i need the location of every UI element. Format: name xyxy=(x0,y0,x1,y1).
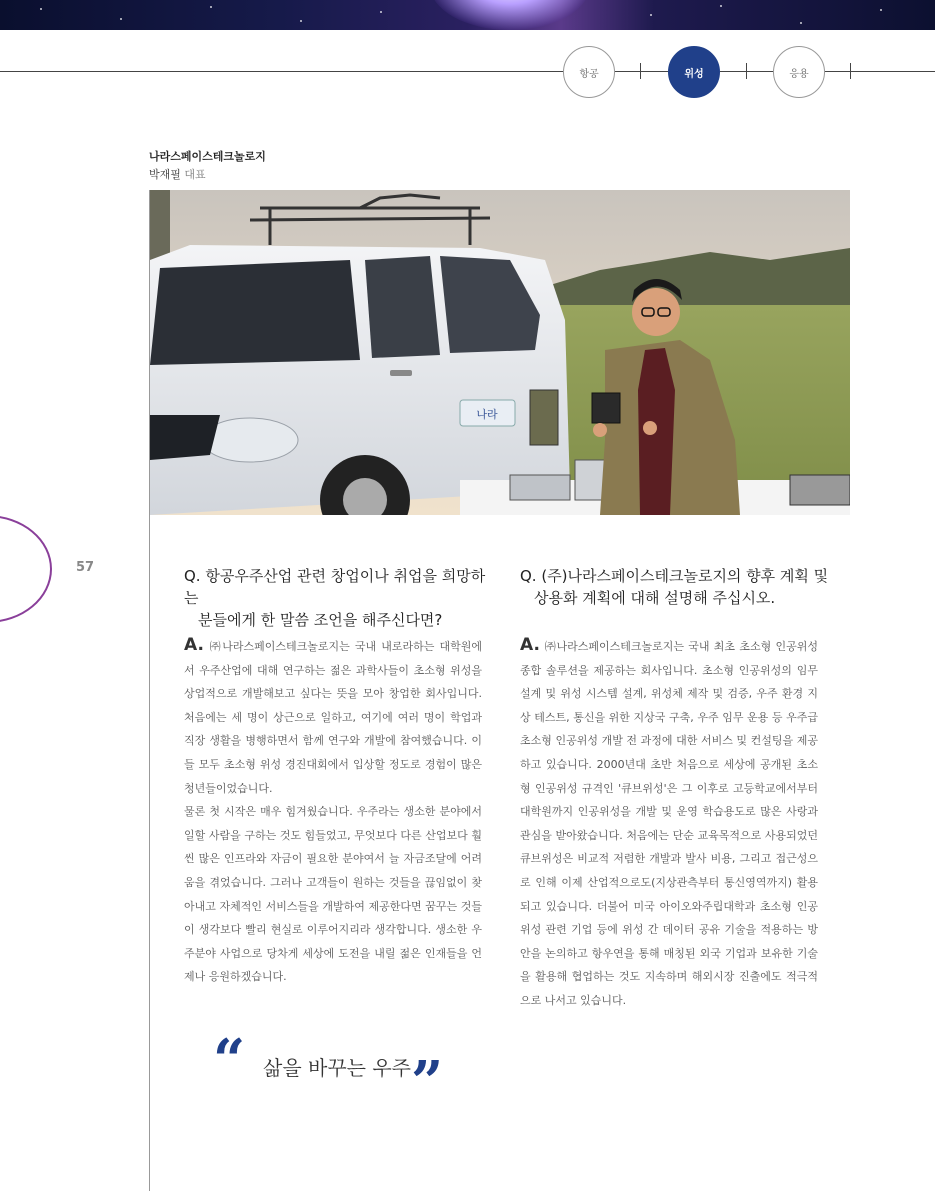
handheld-cubesat xyxy=(592,393,620,423)
interview-photo xyxy=(150,190,850,515)
right-question-line1: Q. (주)나라스페이스테크놀로지의 향후 계획 및 xyxy=(520,567,829,585)
star xyxy=(210,6,212,8)
page-side-arc xyxy=(0,515,52,623)
nav-tab-application[interactable]: 응용 xyxy=(773,46,825,98)
star xyxy=(650,14,652,16)
cubesat-model xyxy=(530,390,558,445)
right-question-line2: 상용화 계획에 대해 설명해 주십시오. xyxy=(534,589,776,607)
left-question-line2: 분들에게 한 말씀 조언을 해주신다면? xyxy=(198,611,443,629)
nav-tick xyxy=(850,63,851,79)
ground-station-equipment xyxy=(790,475,850,505)
star xyxy=(300,20,302,22)
right-answer xyxy=(520,634,818,1013)
star xyxy=(40,8,42,10)
nav-tab-satellite[interactable]: 위성 xyxy=(668,46,720,98)
quote-open-mark: “ xyxy=(213,1027,246,1093)
person-line xyxy=(149,166,206,182)
test-equipment xyxy=(510,475,570,500)
page-number: 57 xyxy=(76,560,95,575)
planet-glow xyxy=(430,0,590,30)
nav-tick xyxy=(640,63,641,79)
left-answer-mark: A. xyxy=(184,635,204,655)
top-banner xyxy=(0,0,935,30)
company-name: 나라스페이스테크놀로지 xyxy=(149,150,266,163)
star xyxy=(800,22,802,24)
star xyxy=(120,18,122,20)
quote-close-mark: ” xyxy=(411,1049,444,1115)
quote-text: 삶을 바꾸는 우주 xyxy=(263,1056,411,1080)
left-answer-para2: 물론 첫 시작은 매우 힘겨웠습니다. 우주라는 생소한 분야에서 일할 사람을 구하는 것도 힘들었고, 무엇보다 다른 산업보다 훨씬 많은 인프라와 자금이 필요한 분야여서 늘 자금조달에 어려움을 겪었습니다. 그러나 고객들이 원하는 것들을 끊임없이 찾아내고 자체적인 서비스들을 개발하여 제공한다면 꿈꾸는 것들이 생각보다 빨리 현실로 이루어지리라 생각합니다. 생소한 우주분야 사업으로 당차게 세상에 도전을 내릴 젊은 인재들을 언제나 응원하겠습니다. xyxy=(184,805,482,984)
star xyxy=(720,5,722,7)
van xyxy=(150,245,570,515)
vehicle-logo: 나라 xyxy=(476,408,498,421)
pull-quote xyxy=(213,1027,453,1115)
left-answer-para1: ㈜나라스페이스테크놀로지는 국내 내로라하는 대학원에서 우주산업에 대해 연구하는 젊은 과학사들이 초소형 위성을 상업적으로 개발해보고 싶다는 뜻을 모아 창업한 회사입니다. 처음에는 세 명이 상근으로 일하고, 여기에 여러 명이 학업과 직장 생활을 병행하면서 함께 연구와 개발에 참여했습니다. 이들 모두 초소형 위성 경진대회에서 입상할 정도로 경험이 많은 청년들이었습니다. xyxy=(184,640,482,795)
nav-tick xyxy=(746,63,747,79)
nav-line xyxy=(0,71,563,72)
person-role: 대표 xyxy=(184,168,206,181)
nav-line xyxy=(615,71,668,72)
star xyxy=(380,11,382,13)
left-question-line1: Q. 항공우주산업 관련 창업이나 취업을 희망하는 xyxy=(184,567,486,607)
left-question xyxy=(184,565,494,631)
right-answer-para1: ㈜나라스페이스테크놀로지는 국내 최초 초소형 인공위성 종합 솔루션을 제공하는 회사입니다. 초소형 인공위성의 임무 설계 및 위성 시스템 설계, 위성체 제작 및 검증, 우주 환경 지상 테스트, 통신을 위한 지상국 구축, 우주 임무 운용 등 우주급 초소형 인공위성 개발 전 과정에 대한 서비스 및 컨설팅을 제공하고 있습니다. 2000년대 초반 처음으로 세상에 공개된 초소형 인공위성 규격인 '큐브위성'은 그 이후로 고등학교에서부터 대학원까지 인공위성을 개발 및 운영 학습용도로 많은 사랑과 관심을 받아왔습니다. 처음에는 단순 교육목적으로 사용되었던 큐브위성은 비교적 저렴한 개발과 발사 비용, 그리고 접근성으로 인해 이제 산업적으로도(지상관측부터 통신영역까지) 활용되고 있습니다. 더불어 미국 아이오와주립대학과 초소형 인공위성 관련 기업 등에 위성 간 데이터 공유 기술을 적용하는 방안을 논의하고 항우연을 통해 매칭된 외국 기업과 보유한 기술을 활용해 협업하는 것도 지속하며 해외시장 진출에도 적극적으로 나서고 있습니다. xyxy=(520,640,818,1007)
star xyxy=(880,9,882,11)
right-answer-mark: A. xyxy=(520,635,540,655)
nav-tab-aviation[interactable]: 항공 xyxy=(563,46,615,98)
nav-line xyxy=(825,71,935,72)
left-answer xyxy=(184,634,482,989)
person-name: 박재필 xyxy=(149,168,181,181)
right-question xyxy=(520,565,830,609)
